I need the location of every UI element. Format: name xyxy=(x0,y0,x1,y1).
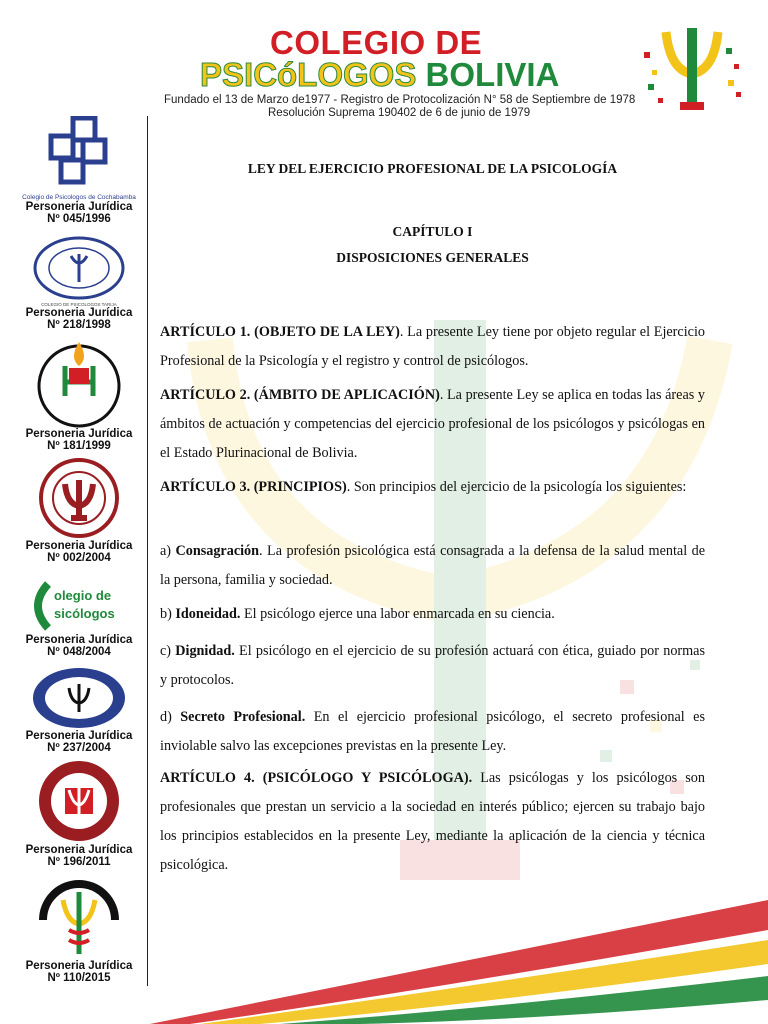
principle-text: En el ejercicio profesional psicólogo, el secreto profesional es inviolable salvo las excepciones previstas en la presente Ley. xyxy=(160,709,705,754)
header-title-line2 xyxy=(200,56,559,94)
header-title-bolivia: BOLIVIA xyxy=(425,56,560,93)
principle-heading: Idoneidad. xyxy=(175,606,241,622)
cochabamba-logo-icon xyxy=(31,116,127,194)
potosi-logo-icon xyxy=(29,758,129,844)
principle-prefix: c) xyxy=(160,643,176,659)
principle-text: El psicólogo ejerce una labor enmarcada en su ciencia. xyxy=(240,606,555,622)
svg-text:sicólogos: sicólogos xyxy=(54,606,115,621)
personeria-number: Nº 110/2015 xyxy=(47,972,111,984)
header-title-line1: COLEGIO DE xyxy=(270,24,483,61)
org-santa-cruz xyxy=(14,578,144,658)
personeria-label: Personeria Jurídica xyxy=(25,960,133,972)
principle-c xyxy=(160,637,705,695)
tricolor-swoosh xyxy=(0,860,768,1024)
personeria-label: Personeria Jurídica xyxy=(25,844,133,856)
personeria-number: Nº 048/2004 xyxy=(47,646,111,658)
chapter-title: DISPOSICIONES GENERALES xyxy=(336,250,529,265)
article-heading: ARTÍCULO 3. (PRINCIPIOS) xyxy=(160,479,347,495)
article-heading: ARTÍCULO 1. (OBJETO DE LA LEY) xyxy=(160,324,400,340)
header-resolution-info: Resolución Suprema 190402 de 6 de junio de 1979 xyxy=(268,107,531,119)
santa-cruz-logo-icon xyxy=(24,578,134,634)
article-1 xyxy=(160,318,705,376)
chuquisaca-logo-icon xyxy=(29,666,129,730)
personeria-label: Personeria Jurídica xyxy=(25,540,133,552)
principle-prefix: a) xyxy=(160,543,176,559)
article-3 xyxy=(160,473,705,502)
org-oruro xyxy=(14,456,144,564)
personeria-number: Nº 181/1999 xyxy=(47,440,111,452)
oruro-logo-icon xyxy=(29,456,129,540)
personeria-label: Personeria Jurídica xyxy=(25,730,133,742)
org-potosi xyxy=(14,758,144,868)
org-cochabamba xyxy=(14,116,144,225)
principle-b xyxy=(160,600,705,629)
article-text: Las psicólogas y los psicólogos son profesionales que prestan un servicio a la sociedad en interés público; ejercen su trabajo bajo los principios establecidos en la presente Ley, mediante la aplicación de la ciencia y técnica psicológica. xyxy=(160,770,705,873)
principle-heading: Secreto Profesional. xyxy=(180,709,306,725)
principle-heading: Dignidad. xyxy=(175,643,235,659)
header-title-psicologos: PSICóLOGOS xyxy=(200,56,417,93)
logo-caption: Colegio de Psicologos de Cochabamba xyxy=(22,194,136,201)
la-paz-logo-icon xyxy=(29,336,129,428)
principle-d xyxy=(160,703,705,761)
tarija-logo-icon xyxy=(29,236,129,302)
personeria-label: Personeria Jurídica xyxy=(25,201,133,213)
sidebar-divider xyxy=(147,116,148,986)
article-2 xyxy=(160,381,705,468)
principle-prefix: b) xyxy=(160,606,176,622)
header-founding-info: Fundado el 13 de Marzo de1977 - Registro de Protocolización N° 58 de Septiembre de 1978 xyxy=(164,94,636,106)
logo-caption: COLEGIO DE PSICOLOGOS TARIJA xyxy=(41,302,117,307)
personeria-number: Nº 196/2011 xyxy=(47,856,111,868)
article-heading: ARTÍCULO 2. (ÁMBITO DE APLICACIÓN) xyxy=(160,387,440,403)
principle-text: . La profesión psicológica está consagrada a la defensa de la salud mental de la persona, familia y sociedad. xyxy=(160,543,705,588)
chapter-number: CAPÍTULO I xyxy=(392,224,473,239)
personeria-label: Personeria Jurídica xyxy=(25,307,133,319)
article-text: . La presente Ley tiene por objeto regular el Ejercicio Profesional de la Psicología y el registro y control de psicólogos. xyxy=(160,324,705,369)
org-tarija xyxy=(14,236,144,331)
principle-prefix: d) xyxy=(160,709,181,725)
personeria-number: Nº 218/1998 xyxy=(47,319,111,331)
article-heading: ARTÍCULO 4. (PSICÓLOGO Y PSICÓLOGA). xyxy=(160,770,473,786)
personeria-number: Nº 237/2004 xyxy=(47,742,111,754)
principle-heading: Consagración xyxy=(175,543,260,559)
org-la-paz xyxy=(14,336,144,452)
svg-text:olegio de: olegio de xyxy=(54,588,112,603)
personeria-number: Nº 045/1996 xyxy=(47,213,111,225)
principle-a xyxy=(160,537,705,595)
org-chuquisaca xyxy=(14,666,144,754)
personeria-label: Personeria Jurídica xyxy=(25,428,133,440)
article-text: . La presente Ley se aplica en todas las áreas y ámbitos de actuación y competencias del ejercicio profesional de los psicólogos y psicólogas en el Estado Plurinacional de Bolivia. xyxy=(160,387,705,461)
personeria-number: Nº 002/2004 xyxy=(47,552,111,564)
personeria-label: Personeria Jurídica xyxy=(25,634,133,646)
article-text: . Son principios del ejercicio de la psicología los siguientes: xyxy=(346,479,687,495)
article-4 xyxy=(160,764,705,880)
principle-text: El psicólogo en el ejercicio de su profesión actuará con ética, guiado por normas y protocolos. xyxy=(160,643,705,688)
document-title: LEY DEL EJERCICIO PROFESIONAL DE LA PSICOLOGÍA xyxy=(247,161,618,176)
colegio-psi-logo-icon xyxy=(636,22,748,120)
